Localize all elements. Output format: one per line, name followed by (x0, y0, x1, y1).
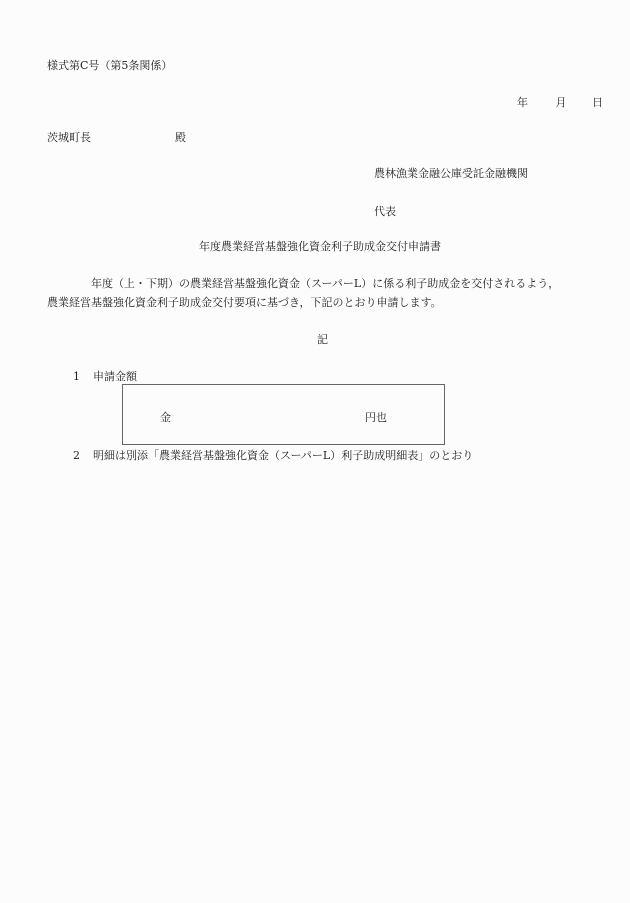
body-line-2: 農業経営基盤強化資金利子助成金交付要項に基づき，下記のとおり申請します。 (47, 296, 442, 309)
item-2-label: 明細は別添「農業経営基盤強化資金（スーパーL）利子助成明細表」のとおり (93, 449, 474, 462)
form-number: 様式第C号（第5条関係） (47, 59, 173, 72)
item-1-number: 1 (73, 370, 80, 383)
applicant-institution: 農林漁業金融公庫受託金融機関 (374, 167, 528, 180)
amount-suffix: 円也 (365, 411, 387, 424)
item-1-label: 申請金額 (93, 370, 137, 383)
body-line-1: 年度（上・下期）の農業経営基盤強化資金（スーパーL）に係る利子助成金を交付されるよう， (91, 277, 560, 290)
applicant-representative: 代表 (374, 205, 396, 218)
date-line (517, 96, 603, 110)
date-month-label: 月 (555, 96, 567, 109)
date-day-label: 日 (592, 96, 603, 109)
addressee-honorific: 殿 (175, 131, 186, 144)
document-title: 年度農業経営基盤強化資金利子助成金交付申請書 (199, 240, 441, 253)
amount-prefix: 金 (160, 411, 171, 424)
addressee-name: 茨城町長 (47, 131, 91, 144)
item-2-number: 2 (73, 449, 80, 462)
ki-heading: 記 (317, 333, 328, 346)
date-year-label: 年 (517, 96, 528, 109)
